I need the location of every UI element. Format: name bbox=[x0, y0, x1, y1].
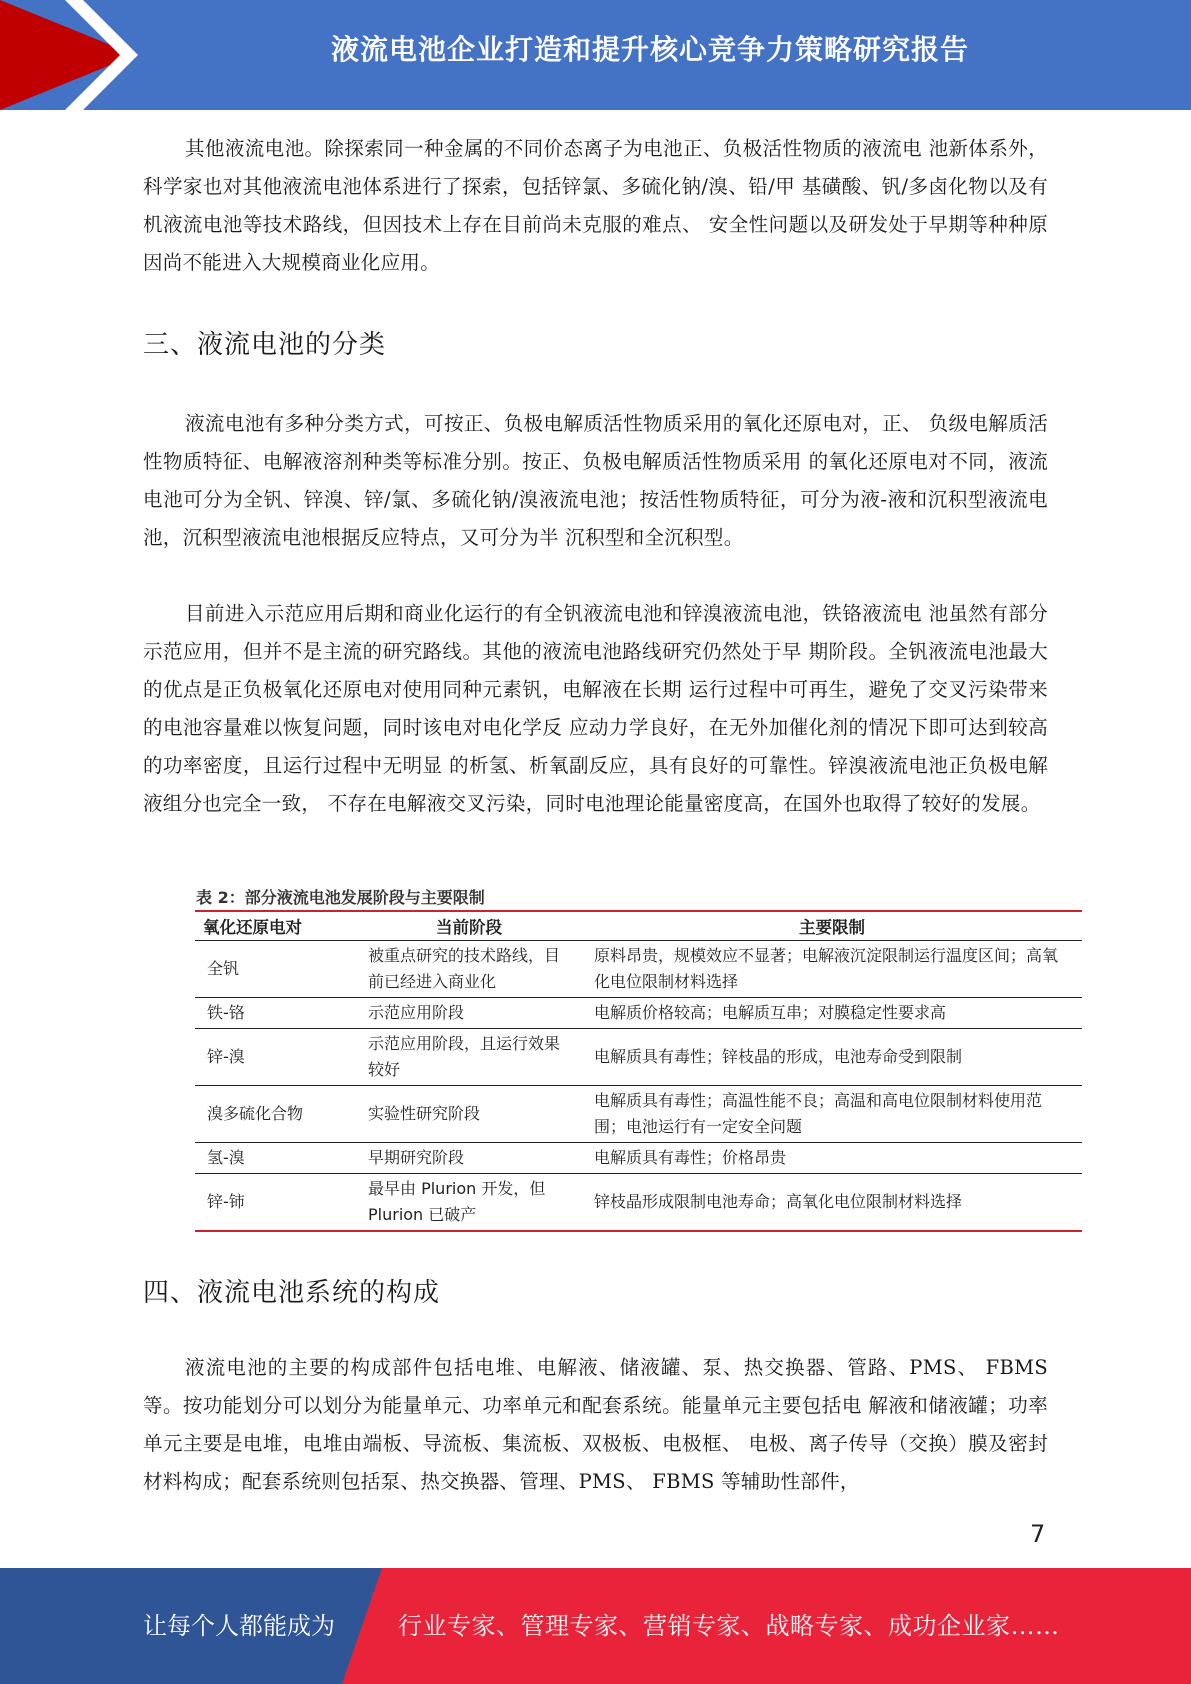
table-cell: 电解质价格较高；电解质互串；对膜稳定性要求高 bbox=[582, 998, 1082, 1029]
report-title: 液流电池企业打造和提升核心竞争力策略研究报告 bbox=[330, 33, 969, 66]
table-cell: 铁-铬 bbox=[195, 998, 356, 1029]
table-cell: 电解质具有毒性；锌枝晶的形成，电池寿命受到限制 bbox=[582, 1029, 1082, 1086]
page-footer bbox=[0, 1568, 1191, 1684]
table-caption: 表 2：部分液流电池发展阶段与主要限制 bbox=[196, 888, 485, 907]
development-stage-table bbox=[195, 912, 1082, 1232]
table-cell: 电解质具有毒性；价格昂贵 bbox=[582, 1143, 1082, 1174]
table-cell: 锌枝晶形成限制电池寿命；高氧化电位限制材料选择 bbox=[582, 1174, 1082, 1232]
footer-slogan-right: 行业专家、管理专家、营销专家、战略专家、成功企业家…… bbox=[398, 1612, 1060, 1640]
table-row bbox=[195, 998, 1082, 1029]
paragraph-classification: 液流电池有多种分类方式，可按正、负极电解质活性物质采用的氧化还原电对，正、 负级电解质活性物质特征、电解液溶剂种类等标准分别。按正、负极电解质活性物质采用 的氧化还原电对不同，液流电池可分为全钒、锌溴、锌/氯、多硫化钠/溴液流电池；按活性物质特征，可分为液-液和沉积型液流电池，沉积型液流电池根据反应特点，又可分为半 沉积型和全沉积型。 bbox=[143, 412, 1048, 549]
table-cell: 全钒 bbox=[195, 941, 356, 998]
table-cell: 示范应用阶段，且运行效果较好 bbox=[356, 1029, 582, 1086]
section-heading-classification: 三、液流电池的分类 bbox=[143, 330, 387, 360]
table-cell: 原料昂贵，规模效应不显著；电解液沉淀限制运行温度区间；高氧化电位限制材料选择 bbox=[582, 941, 1082, 998]
column-header: 当前阶段 bbox=[356, 912, 582, 941]
table-cell: 电解质具有毒性；高温性能不良；高温和高电位限制材料使用范围；电池运行有一定安全问题 bbox=[582, 1086, 1082, 1143]
page-content bbox=[143, 130, 1048, 823]
table-cell: 溴多硫化合物 bbox=[195, 1086, 356, 1143]
footer-slogan-left: 让每个人都能成为 bbox=[143, 1612, 335, 1640]
section-heading-system-composition: 四、液流电池系统的构成 bbox=[143, 1278, 441, 1308]
column-header: 氧化还原电对 bbox=[195, 912, 356, 941]
table-cell: 最早由 Plurion 开发，但 Plurion 已破产 bbox=[356, 1174, 582, 1232]
column-header: 主要限制 bbox=[582, 912, 1082, 941]
table-row bbox=[195, 1143, 1082, 1174]
table-cell: 氢-溴 bbox=[195, 1143, 356, 1174]
paragraph-current-status: 目前进入示范应用后期和商业化运行的有全钒液流电池和锌溴液流电池，铁铬液流电 池虽然有部分示范应用，但并不是主流的研究路线。其他的液流电池路线研究仍然处于早 期阶段。全钒液流电池最大的优点是正负极氧化还原电对使用同种元素钒，电解液在长期 运行过程中可再生，避免了交叉污染带来的电池容量难以恢复问题，同时该电对电化学反 应动力学良好，在无外加催化剂的情况下即可达到较高的功率密度，且运行过程中无明显 的析氢、析氧副反应，具有良好的可靠性。锌溴液流电池正负极电解液组分也完全一致， 不存在电解液交叉污染，同时电池理论能量密度高，在国外也取得了较好的发展。 bbox=[143, 602, 1048, 815]
table-cell: 锌-铈 bbox=[195, 1174, 356, 1232]
page-content-lower bbox=[143, 1272, 1048, 1501]
table-header-row bbox=[195, 912, 1082, 941]
paragraph-other-flow-batteries: 其他液流电池。除探索同一种金属的不同价态离子为电池正、负极活性物质的液流电 池新体系外，科学家也对其他液流电池体系进行了探索，包括锌氯、多硫化钠/溴、铅/甲 基磺酸、钒/多卤化物以及有机液流电池等技术路线，但因技术上存在目前尚未克服的难点、 安全性问题以及研发处于早期等种种原因尚不能进入大规模商业化应用。 bbox=[143, 137, 1048, 274]
table-row bbox=[195, 941, 1082, 998]
page-number: 7 bbox=[1030, 1520, 1046, 1548]
table-figure bbox=[190, 868, 1082, 1228]
table-cell: 示范应用阶段 bbox=[356, 998, 582, 1029]
table-cell: 被重点研究的技术路线，目前已经进入商业化 bbox=[356, 941, 582, 998]
table-row bbox=[195, 1029, 1082, 1086]
table-cell: 实验性研究阶段 bbox=[356, 1086, 582, 1143]
page-header bbox=[0, 0, 1191, 110]
table-cell: 锌-溴 bbox=[195, 1029, 356, 1086]
table-row bbox=[195, 1086, 1082, 1143]
table-cell: 早期研究阶段 bbox=[356, 1143, 582, 1174]
table-row bbox=[195, 1174, 1082, 1232]
header-chevron-icon bbox=[65, 0, 155, 110]
paragraph-system-composition: 液流电池的主要的构成部件包括电堆、电解液、储液罐、泵、热交换器、管路、PMS、 FBMS 等。按功能划分可以划分为能量单元、功率单元和配套系统。能量单元主要包括电 解液和储液罐；功率单元主要是电堆，电堆由端板、导流板、集流板、双极板、电极框、 电极、离子传导（交换）膜及密封材料构成；配套系统则包括泵、热交换器、管理、PMS、 FBMS 等辅助性部件， bbox=[143, 1356, 1048, 1493]
